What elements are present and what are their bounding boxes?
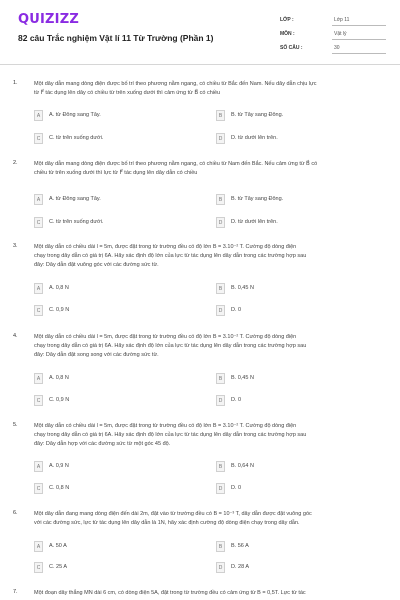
option-a[interactable] [34,110,184,122]
question-line: Một dây dẫn có chiều dài l = 5m, được đặt trong từ trường đều có độ lớn B = 3.10⁻² T. Cường độ dòng điện [34,334,297,340]
question-text [34,160,386,178]
option-text: C. từ trên xuống dưới. [49,135,104,141]
option-letter-box: B [216,283,225,294]
option-d[interactable] [216,217,366,229]
meta-label: LỚP : [280,17,294,23]
quizizz-logo: QUIZIZZ [18,12,79,27]
option-text: B. 0,45 N [231,375,254,381]
option-c[interactable] [34,305,184,317]
question-number: 6. [13,510,18,516]
question-line: Một đoạn dây thẳng MN dài 6 cm, có dòng điện 5A, đặt trong từ trường đều có cảm ứng từ B = 0,5T. Lực từ tác [34,590,306,596]
option-text: B. 0,45 N [231,285,254,291]
question-line: Một dây dẫn mang dòng điện được bố trí theo phương nằm ngang, có chiều từ Bắc đến Nam. Nếu dây dẫn chịu lực [34,81,317,87]
option-text: B. từ Tây sang Đông. [231,112,284,118]
option-text: A. từ Đông sang Tây. [49,196,101,202]
question-line: Một dây dẫn đang mang dòng điện đến dài 2m, đặt vào từ trường đều có B = 10⁻³ T, dây dẫn được đặt vuông góc [34,511,312,517]
question-line: chiều từ trên xuống dưới thì lực từ F⃗ tác dụng lên dây dẫn có chiều [34,170,198,176]
option-b[interactable] [216,541,366,553]
option-a[interactable] [34,283,184,295]
question-line: đây: Dây dẫn đặt song song với các đường sức từ. [34,352,159,358]
question-text [34,422,386,449]
question-line: đây: Dây dẫn đặt vuông góc với các đường sức từ. [34,262,159,268]
option-letter-box: D [216,483,225,494]
option-letter-box: C [34,483,43,494]
option-letter-box: C [34,305,43,316]
question-number: 4. [13,333,18,339]
option-text: C. 0,8 N [49,485,70,491]
question-text [34,80,386,98]
meta-value: 30 [334,45,340,51]
question-line: Một dây dẫn có chiều dài l = 5m, được đặt trong từ trường đều có độ lớn B = 3.10⁻² T. Cường độ dòng điện [34,244,297,250]
option-letter-box: B [216,194,225,205]
option-letter-box: C [34,562,43,573]
option-text: D. từ dưới lên trên. [231,219,278,225]
option-letter-box: A [34,110,43,121]
option-b[interactable] [216,194,366,206]
option-letter-box: D [216,395,225,406]
question-line: Một dây dẫn có chiều dài l = 5m, được đặt trong từ trường đều có độ lớn B = 3.10⁻² T. Cường độ dòng điện [34,423,297,429]
meta-subject [276,28,386,40]
option-text: D. 28 A [231,564,250,570]
question-number: 1. [13,80,18,86]
option-b[interactable] [216,461,366,473]
option-a[interactable] [34,194,184,206]
option-letter-box: A [34,194,43,205]
question-line: chạy trong dây dẫn có giá trị 6A. Hãy xác định độ lớn của lực từ tác dụng lên dây dẫn trong các trường hợp sau [34,432,307,438]
option-d[interactable] [216,133,366,145]
option-letter-box: A [34,461,43,472]
option-text: A. 50 A [49,543,67,549]
option-text: C. 0,9 N [49,307,70,313]
question-number: 3. [13,243,18,249]
question-line: chạy trong dây dẫn có giá trị 6A. Hãy xác định độ lớn của lực từ tác dụng lên dây dẫn trong các trường hợp sau [34,253,307,259]
option-text: C. 0,9 N [49,397,70,403]
meta-class [276,14,386,26]
option-c[interactable] [34,217,184,229]
meta-value: Vật lý [334,31,347,37]
option-letter-box: D [216,133,225,144]
option-text: C. 25 A [49,564,68,570]
option-b[interactable] [216,110,366,122]
option-a[interactable] [34,541,184,553]
option-text: D. 0 [231,485,242,491]
option-text: A. 0,8 N [49,375,69,381]
meta-underline [332,39,386,40]
option-b[interactable] [216,283,366,295]
option-text: B. từ Tây sang Đông. [231,196,284,202]
option-d[interactable] [216,305,366,317]
option-text: A. 0,8 N [49,285,69,291]
meta-value: Lớp 11 [334,17,350,23]
option-letter-box: D [216,305,225,316]
option-letter-box: C [34,395,43,406]
question-line: từ F⃗ tác dụng lên dây có chiều từ trên xuống dưới thì cảm ứng từ B⃗ có chiều [34,90,221,96]
option-letter-box: B [216,541,225,552]
question-text [34,510,386,528]
option-text: A. 0,9 N [49,463,69,469]
option-d[interactable] [216,395,366,407]
option-c[interactable] [34,395,184,407]
option-text: D. từ dưới lên trên. [231,135,278,141]
option-a[interactable] [34,373,184,385]
option-letter-box: A [34,373,43,384]
question-line: với các đường sức, lực từ tác dụng lên dây dẫn là 1N, hãy xác định cường độ dòng điện chạy trong dây dẫn. [34,520,300,526]
option-text: D. 0 [231,307,242,313]
option-d[interactable] [216,483,366,495]
option-letter-box: A [34,283,43,294]
option-b[interactable] [216,373,366,385]
option-letter-box: C [34,217,43,228]
meta-underline [332,53,386,54]
option-text: B. 0,64 N [231,463,254,469]
option-c[interactable] [34,562,184,574]
option-a[interactable] [34,461,184,473]
option-letter-box: D [216,562,225,573]
page-title: 82 câu Trắc nghiệm Vật lí 11 Từ Trường (Phần 1) [18,33,214,43]
option-letter-box: B [216,110,225,121]
question-line: chạy trong dây dẫn có giá trị 6A. Hãy xác định độ lớn của lực từ tác dụng lên dây dẫn trong các trường hợp sau [34,343,307,349]
option-d[interactable] [216,562,366,574]
question-number: 7. [13,589,18,595]
meta-underline [332,25,386,26]
option-text: A. từ Đông sang Tây. [49,112,101,118]
option-letter-box: C [34,133,43,144]
option-letter-box: A [34,541,43,552]
meta-label: SỐ CÂU : [280,45,303,51]
question-number: 5. [13,422,18,428]
meta-count [276,42,386,54]
question-text [34,243,386,270]
question-line: đây: Dây dẫn hợp với các đường sức từ một góc 45 độ. [34,441,171,447]
question-number: 2. [13,160,18,166]
option-c[interactable] [34,133,184,145]
option-letter-box: B [216,373,225,384]
option-text: D. 0 [231,397,242,403]
option-c[interactable] [34,483,184,495]
option-text: C. từ trên xuống dưới. [49,219,104,225]
question-line: Một dây dẫn mang dòng điện được bố trí theo phương nằm ngang, có chiều từ Nam đến Bắc. Nếu cảm ứng từ B⃗ có [34,161,318,167]
question-text [34,333,386,360]
question-text [34,589,386,598]
option-letter-box: D [216,217,225,228]
header-divider [0,64,400,65]
option-text: B. 56 A [231,543,249,549]
meta-label: MÔN : [280,31,295,37]
option-letter-box: B [216,461,225,472]
page-header [0,0,400,66]
